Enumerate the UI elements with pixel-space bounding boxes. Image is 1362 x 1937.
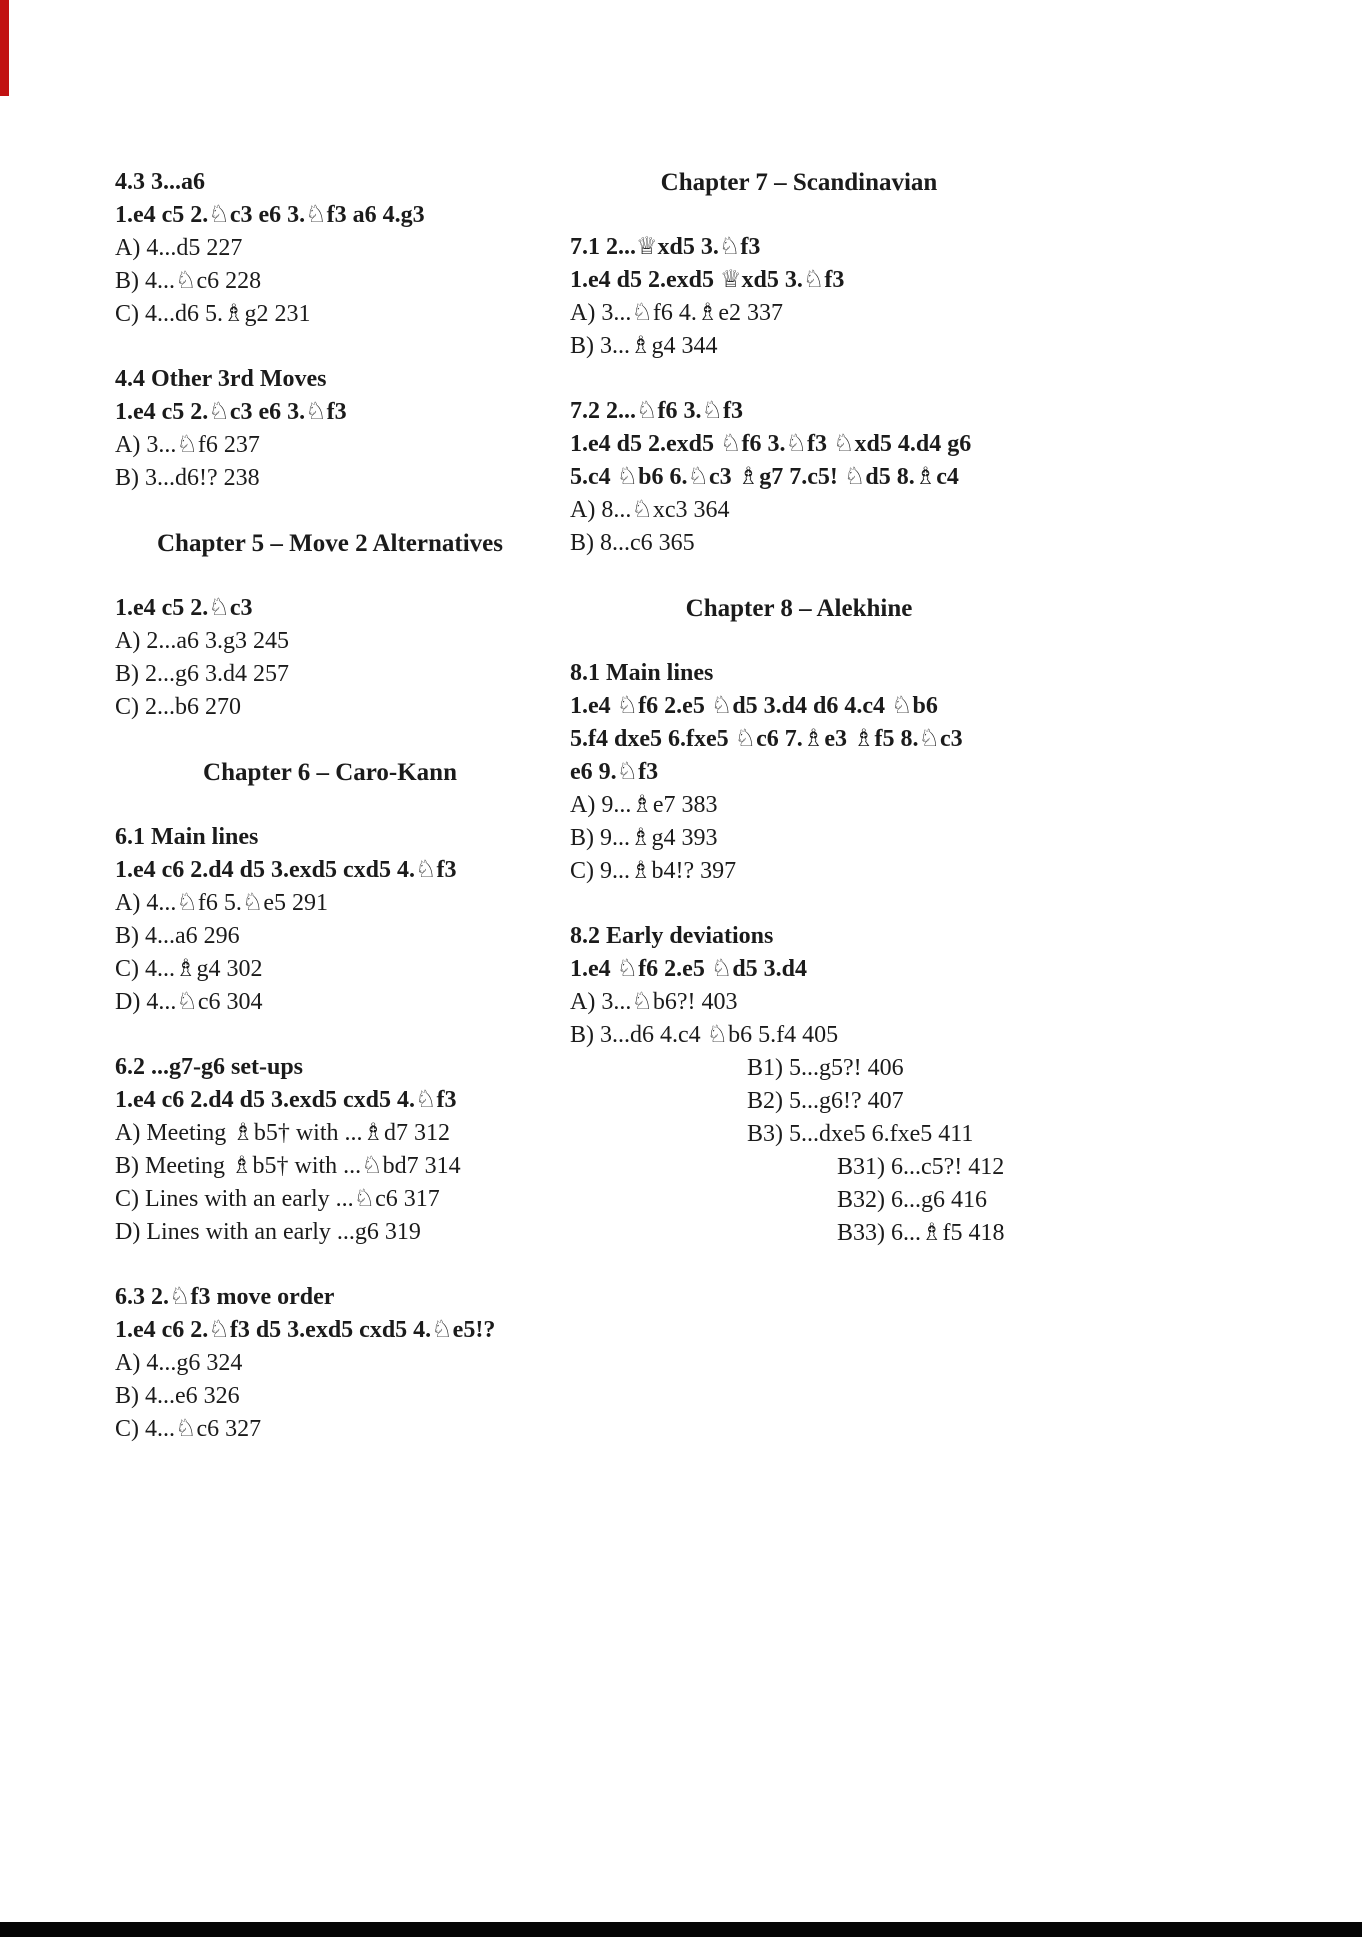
chapter-heading: Chapter 5 – Move 2 Alternatives (156, 530, 503, 557)
toc-entry: B) 4...a6 296 (115, 923, 240, 949)
toc-section (115, 821, 545, 1019)
toc-variation-header: 5.f4 dxe5 6.fxe5 ♘c6 7.♗e3 ♗f5 8.♘c3 (570, 726, 963, 752)
chapter-heading: Chapter 7 – Scandinavian (660, 169, 938, 196)
toc-variation-header: 1.e4 c5 2.♘c3 (115, 595, 253, 621)
toc-entry: A) 4...d5 227 (115, 235, 243, 261)
chapter-heading-block (570, 166, 1028, 199)
toc-entry: B) 4...e6 326 (115, 1383, 240, 1409)
toc-variation-header: 7.2 2...♘f6 3.♘f3 (570, 398, 744, 424)
toc-section (570, 920, 1028, 1250)
toc-variation-header: 6.1 Main lines (115, 824, 259, 850)
scan-artifact-red-mark (0, 0, 9, 96)
toc-variation-header: e6 9.♘f3 (570, 759, 659, 785)
toc-entry: A) Meeting ♗b5† with ...♗d7 312 (115, 1120, 451, 1146)
toc-entry: B33) 6...♗f5 418 (837, 1220, 1005, 1246)
toc-entry: A) 4...♘f6 5.♘e5 291 (115, 890, 328, 916)
toc-entry: A) 9...♗e7 383 (570, 792, 718, 818)
toc-entry: D) 4...♘c6 304 (115, 989, 263, 1015)
toc-section (570, 395, 1028, 560)
toc-entry: A) 2...a6 3.g3 245 (115, 628, 289, 654)
toc-entry: B) 2...g6 3.d4 257 (115, 661, 289, 687)
toc-section (115, 1281, 545, 1446)
toc-entry: A) 3...♘f6 237 (115, 432, 260, 458)
toc-entry: B) 8...c6 365 (570, 530, 695, 556)
toc-variation-header: 6.3 2.♘f3 move order (115, 1284, 335, 1310)
toc-entry: C) 4...♘c6 327 (115, 1416, 262, 1442)
toc-variation-header: 4.3 3...a6 (115, 169, 205, 195)
toc-variation-header: 1.e4 c5 2.♘c3 e6 3.♘f3 (115, 399, 347, 425)
toc-entry: A) 3...♘b6?! 403 (570, 989, 738, 1015)
toc-entry: B2) 5...g6!? 407 (747, 1088, 904, 1114)
toc-entry: C) 2...b6 270 (115, 694, 241, 720)
toc-variation-header: 8.1 Main lines (570, 660, 714, 686)
toc-variation-header: 1.e4 d5 2.exd5 ♕xd5 3.♘f3 (570, 267, 845, 293)
toc-entry: B31) 6...c5?! 412 (837, 1154, 1005, 1180)
toc-section (570, 231, 1028, 363)
chapter-heading-block (115, 756, 545, 789)
toc-entry: B1) 5...g5?! 406 (747, 1055, 904, 1081)
toc-entry: B) 9...♗g4 393 (570, 825, 718, 851)
chapter-heading-block (115, 527, 545, 560)
chapter-heading: Chapter 6 – Caro-Kann (203, 759, 457, 786)
toc-entry: A) 3...♘f6 4.♗e2 337 (570, 300, 783, 326)
toc-entry: C) 4...d6 5.♗g2 231 (115, 301, 311, 327)
toc-variation-header: 1.e4 ♘f6 2.e5 ♘d5 3.d4 (570, 956, 808, 982)
toc-entry: A) 4...g6 324 (115, 1350, 243, 1376)
toc-section (115, 1051, 545, 1249)
scan-artifact-bottom-bar (0, 1922, 1362, 1937)
right-column (570, 166, 1028, 1250)
toc-variation-header: 5.c4 ♘b6 6.♘c3 ♗g7 7.c5! ♘d5 8.♗c4 (570, 464, 959, 490)
toc-section (570, 657, 1028, 888)
toc-entry: C) 4...♗g4 302 (115, 956, 263, 982)
toc-variation-header: 7.1 2...♕xd5 3.♘f3 (570, 234, 761, 260)
toc-variation-header: 1.e4 d5 2.exd5 ♘f6 3.♘f3 ♘xd5 4.d4 g6 (570, 431, 972, 457)
toc-variation-header: 6.2 ...g7-g6 set-ups (115, 1054, 304, 1080)
toc-variation-header: 1.e4 c6 2.d4 d5 3.exd5 cxd5 4.♘f3 (115, 1087, 457, 1113)
toc-entry: A) 8...♘xc3 364 (570, 497, 730, 523)
toc-variation-header: 4.4 Other 3rd Moves (115, 366, 327, 392)
toc-entry: B) 4...♘c6 228 (115, 268, 262, 294)
toc-variation-header: 1.e4 c5 2.♘c3 e6 3.♘f3 a6 4.g3 (115, 202, 425, 228)
toc-entry: B3) 5...dxe5 6.fxe5 411 (747, 1121, 974, 1147)
toc-entry: B) 3...d6 4.c4 ♘b6 5.f4 405 (570, 1022, 839, 1048)
toc-entry: C) 9...♗b4!? 397 (570, 858, 737, 884)
toc-section (115, 166, 545, 331)
toc-variation-header: 1.e4 ♘f6 2.e5 ♘d5 3.d4 d6 4.c4 ♘b6 (570, 693, 938, 719)
toc-entry: B32) 6...g6 416 (837, 1187, 987, 1213)
toc-entry: B) Meeting ♗b5† with ...♘bd7 314 (115, 1153, 461, 1179)
toc-section (115, 363, 545, 495)
toc-entry: D) Lines with an early ...g6 319 (115, 1219, 421, 1245)
toc-entry: B) 3...d6!? 238 (115, 465, 260, 491)
toc-entry: C) Lines with an early ...♘c6 317 (115, 1186, 440, 1212)
toc-section (115, 592, 545, 724)
toc-entry: B) 3...♗g4 344 (570, 333, 718, 359)
chapter-heading-block (570, 592, 1028, 625)
left-column (115, 166, 545, 1446)
chapter-heading: Chapter 8 – Alekhine (685, 595, 913, 622)
toc-variation-header: 1.e4 c6 2.d4 d5 3.exd5 cxd5 4.♘f3 (115, 857, 457, 883)
toc-variation-header: 8.2 Early deviations (570, 923, 774, 949)
toc-variation-header: 1.e4 c6 2.♘f3 d5 3.exd5 cxd5 4.♘e5!? (115, 1317, 496, 1343)
